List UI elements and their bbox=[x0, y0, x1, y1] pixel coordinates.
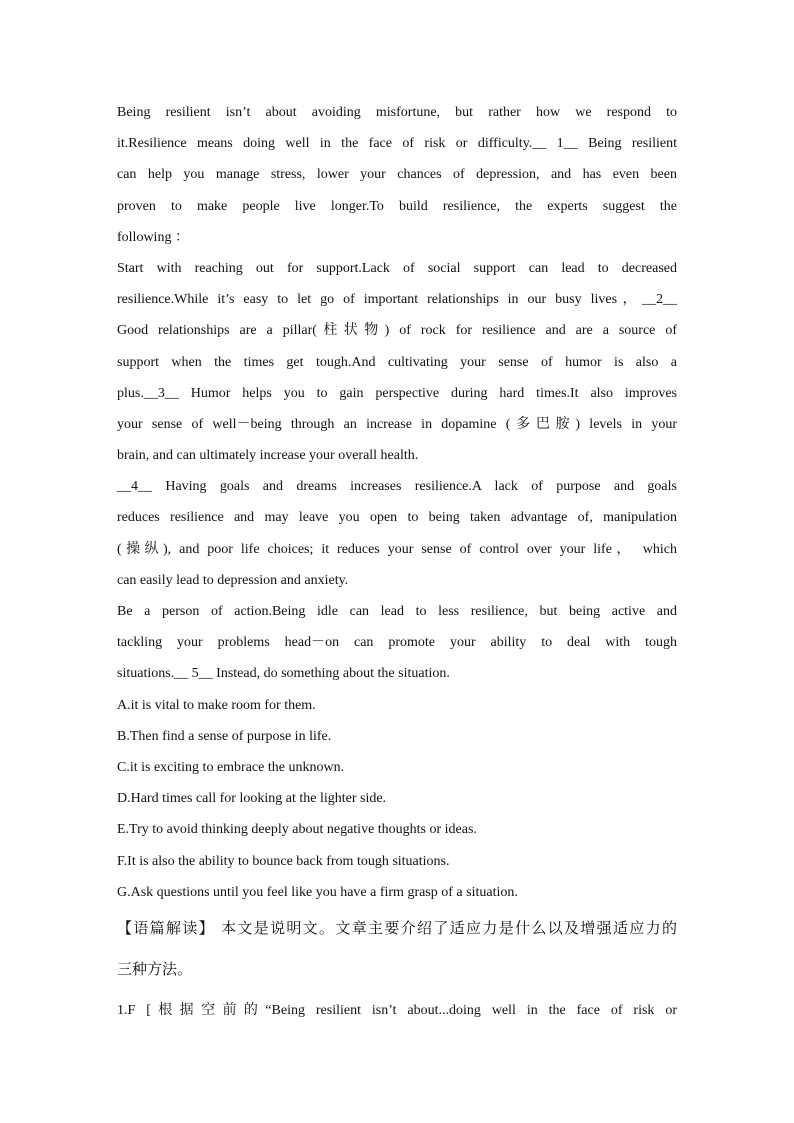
analysis-line: 三种方法。 bbox=[117, 959, 193, 978]
passage bbox=[117, 97, 677, 690]
passage-line: reduces resilience and may leave you open to being taken advantage of, manipulation bbox=[117, 510, 677, 526]
analysis-line: 【语篇解读】 本文是说明文。文章主要介绍了适应力是什么以及增强适应力的 bbox=[117, 918, 677, 937]
passage-line: Start with reaching out for support.Lack of social support can lead to decreased bbox=[117, 260, 677, 276]
answer-line: 1.F [根据空前的“Being resilient isn’t about...doing well in the face of risk or bbox=[117, 1002, 677, 1018]
passage-line: your sense of well－being through an increase in dopamine (多巴胺) levels in your bbox=[117, 416, 677, 432]
option-g: G.Ask questions until you feel like you have a firm grasp of a situation. bbox=[117, 884, 518, 900]
option-d: D.Hard times call for looking at the lighter side. bbox=[117, 791, 387, 807]
passage-line: tackling your problems head－on can promote your ability to deal with tough bbox=[117, 635, 677, 651]
option-c: C.it is exciting to embrace the unknown. bbox=[117, 759, 345, 775]
passage-line: resilience.While it’s easy to let go of important relationships in our busy lives，__2__ bbox=[117, 292, 677, 308]
passage-line: situations.__ 5__ Instead, do something about the situation. bbox=[117, 666, 450, 682]
document-page bbox=[117, 97, 677, 1031]
passage-line: Being resilient isn’t about avoiding misfortune, but rather how we respond to bbox=[117, 105, 677, 120]
passage-line: proven to make people live longer.To build resilience, the experts suggest the bbox=[117, 198, 677, 214]
option-e: E.Try to avoid thinking deeply about negative thoughts or ideas. bbox=[117, 822, 477, 838]
option-a: A.it is vital to make room for them. bbox=[117, 697, 316, 713]
options-list bbox=[117, 690, 677, 908]
passage-line: can help you manage stress, lower your chances of depression, and has even been bbox=[117, 167, 677, 183]
passage-line: following ： bbox=[117, 229, 189, 245]
passage-line: plus.__3__ Humor helps you to gain perspective during hard times.It also improves bbox=[117, 385, 677, 401]
option-b: B.Then find a sense of purpose in life. bbox=[117, 728, 332, 744]
passage-line: brain, and can ultimately increase your overall health. bbox=[117, 448, 419, 464]
passage-line: it.Resilience means doing well in the face of risk or difficulty.__ 1__ Being resilient bbox=[117, 136, 677, 152]
option-f: F.It is also the ability to bounce back from tough situations. bbox=[117, 853, 450, 869]
passage-line: can easily lead to depression and anxiety. bbox=[117, 572, 349, 588]
analysis-section bbox=[117, 908, 677, 990]
passage-line: Be a person of action.Being idle can lead to less resilience, but being active and bbox=[117, 604, 677, 619]
passage-line: Good relationships are a pillar(柱状物) of rock for resilience and are a source of bbox=[117, 323, 677, 339]
answer-section bbox=[117, 990, 677, 1031]
passage-line: support when the times get tough.And cultivating your sense of humor is also a bbox=[117, 354, 677, 370]
passage-line: __4__ Having goals and dreams increases resilience.A lack of purpose and goals bbox=[117, 479, 677, 495]
passage-line: (操纵), and poor life choices; it reduces your sense of control over your life， which bbox=[117, 541, 677, 557]
